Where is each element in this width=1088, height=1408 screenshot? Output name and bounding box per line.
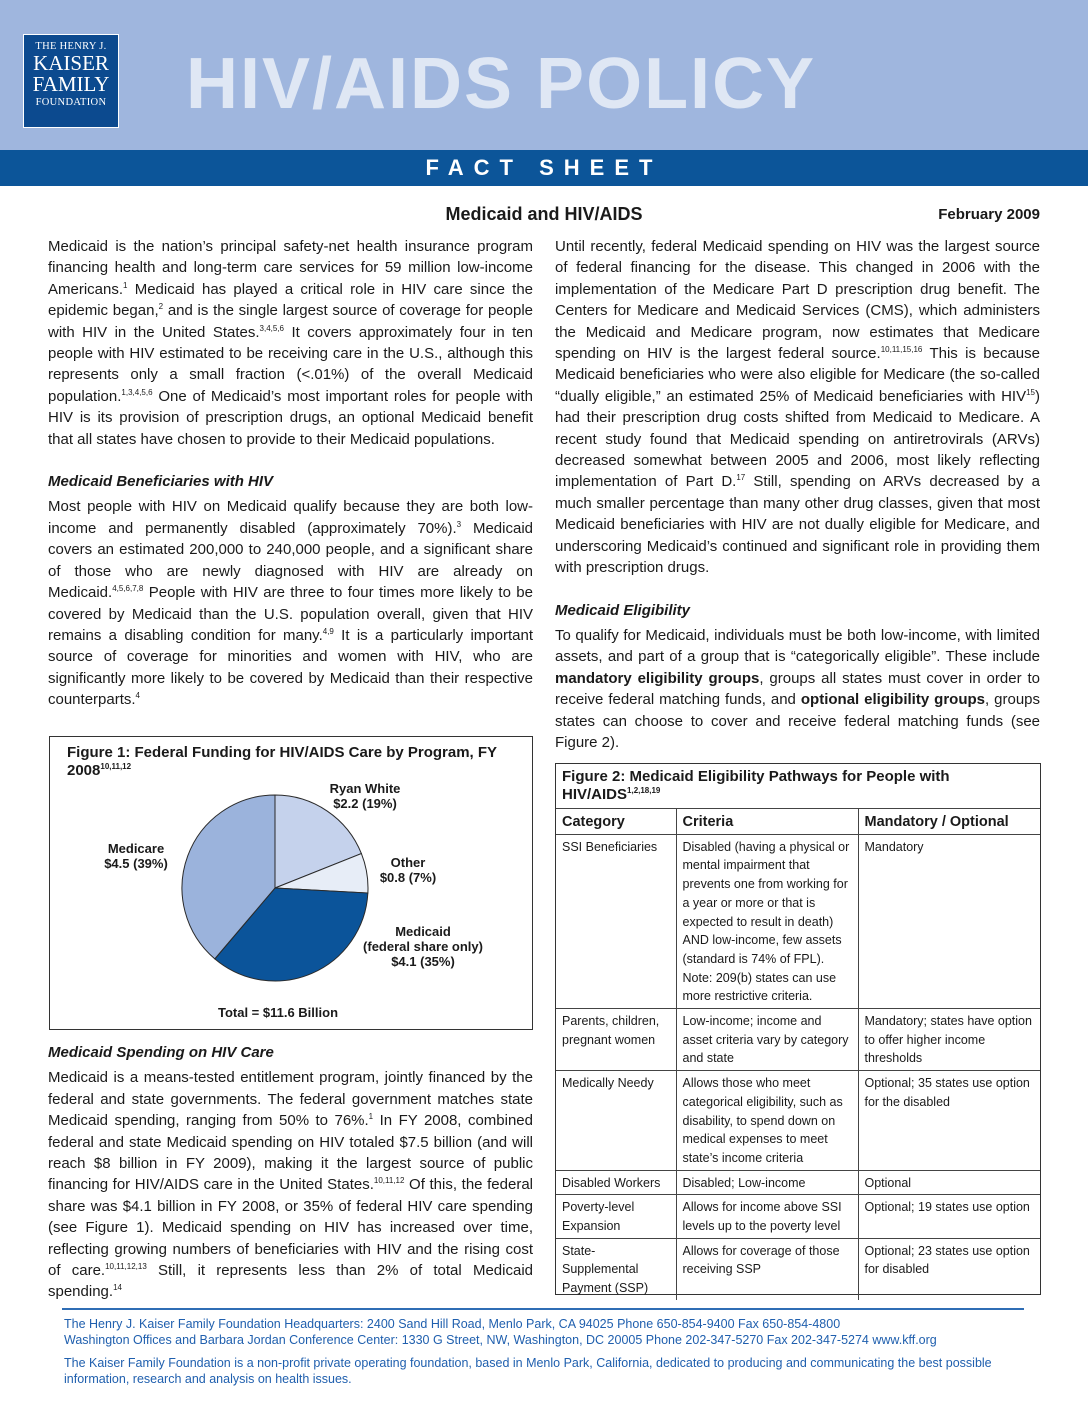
column-header: Criteria [676, 809, 858, 835]
table-cell: Allows for income above SSI levels up to the poverty level [676, 1195, 858, 1238]
left-column-top [48, 236, 533, 711]
banner-title: HIV/AIDS POLICY [186, 44, 817, 124]
fact-sheet-bar: FACT SHEET [0, 150, 1088, 186]
table-cell: Optional; 19 states use option [858, 1195, 1040, 1238]
section-heading: Medicaid Spending on HIV Care [48, 1044, 274, 1061]
kff-logo[interactable] [23, 34, 119, 128]
section-heading: Medicaid Beneficiaries with HIV [48, 473, 274, 491]
label-ryan-white: Ryan White $2.2 (19%) [329, 781, 401, 811]
table-cell: Disabled; Low-income [676, 1170, 858, 1195]
table-cell: Parents, children, pregnant women [556, 1009, 676, 1071]
intro-paragraph: Medicaid is the nation’s principal safety-net health insurance program financing health and long-term care services for 59 million low-income Americans.$^1$ Medicaid has played a critical role in HIV care since the epidemic began,$^2$ and is the single largest source of coverage for people with HIV in the United States.$^{3,4,5,6}$ It covers approximately four in ten people with HIV estimated to be receiving care in the U.S., although this represents only a small fraction (<.01%) of the overall Medicaid population.$^{1,3,4,5,6}$ One of Medicaid’s most important roles for people with HIV is its provision of prescription drugs, an optional Medicaid benefit that all states have chosen to provide to their Medicaid populations. [48, 238, 534, 448]
footer-divider [62, 1308, 1024, 1310]
footer-about: The Kaiser Family Foundation is a non-profit private operating foundation, based in Menlo Park, California, dedicated to producing and communicating the best possible information, research and analysis on health issues. [64, 1356, 992, 1386]
section-heading: Medicaid Eligibility [555, 601, 691, 619]
table-cell: Optional; 35 states use option for the disabled [858, 1071, 1040, 1171]
figure-1-title: Figure 1: Federal Funding for HIV/AIDS Care by Program, FY 2008$^{10,11,12}$ [67, 744, 497, 779]
logo-line: FOUNDATION [35, 97, 107, 108]
document-title: Medicaid and HIV/AIDS [445, 204, 643, 224]
right-column [555, 236, 1040, 753]
eligibility-table [556, 808, 1040, 1300]
pie-chart [180, 793, 370, 983]
table-row [556, 1009, 1040, 1071]
footer-washington: Washington Offices and Barbara Jordan Conference Center: 1330 G Street, NW, Washington, DC 20005 Phone 202-347-5270 Fax 202-347-5274 www.kff.org [64, 1333, 937, 1347]
logo-line: THE HENRY J. [35, 41, 107, 52]
eligibility-paragraph: To qualify for Medicaid, individuals must be both low-income, with limited assets, and part of a group that is “categorically eligible”. These include mandatory eligibility groups, groups all states must cover in order to receive federal matching funds, and optional eligibility groups, groups states can choose to cover and receive federal matching funds (see Figure 2). [555, 626, 1041, 751]
spending-paragraph: Medicaid is a means-tested entitlement program, jointly financed by the federal and state governments. The federal government matches state Medicaid spending, ranging from 50% to 76%.$^1$ In FY 2008, combined federal and state Medicaid spending on HIV totaled $7.5 billion (and will reach $8 billion in FY 2009), making it the largest source of public financing for HIV/AIDS care in the United States.$^{10,11,12}$ Of this, the federal share was $4.1 billion in FY 2008, or 35% of federal HIV care spending (see Figure 1). Medicaid spending on HIV has increased over time, reflecting growing numbers of beneficiaries with HIV and the rising cost of care.$^{10,11,12,13}$ Still, it represents less than 2% of total Medicaid spending.$^{14}$ [48, 1069, 533, 1301]
logo-line: KAISER [33, 51, 109, 75]
column-header: Mandatory / Optional [858, 809, 1040, 835]
table-cell: Disabled Workers [556, 1170, 676, 1195]
table-cell: Optional; 23 states use option for disabled [858, 1238, 1040, 1300]
table-cell: Allows for coverage of those receiving SSP [676, 1238, 858, 1300]
table-header-row [556, 809, 1040, 835]
table-cell: Optional [858, 1170, 1040, 1195]
document-date: February 2009 [938, 206, 1040, 223]
label-other: Other $0.8 (7%) [379, 855, 437, 885]
header-banner [0, 0, 1088, 150]
federal-spending-paragraph: Until recently, federal Medicaid spending on HIV was the largest source of federal financing for the disease. This changed in 2006 with the implementation of the Medicare Part D prescription drug benefit. The Centers for Medicare and Medicaid Services (CMS), which administers the Medicaid and Medicare program, now estimates that Medicare spending on HIV is the largest federal source.$^{10,11,15,16}$ This is because Medicaid beneficiaries who were also eligible for Medicare (the so-called “dually eligible,” an estimated 25% of Medicaid beneficiaries with HIV$^{15}$) had their prescription drug costs shifted from Medicaid to Medicare. A recent study found that Medicaid spending on antiretrovirals (ARVs) decreased somewhat between 2005 and 2006, most likely reflecting implementation of Part D.$^{17}$ Still, spending on ARVs decreased by a much smaller percentage than many other drug classes, given that most Medicaid beneficiaries with HIV are not dually eligible for Medicare, and underscoring Medicaid’s continued and significant role in providing them with prescription drugs. [555, 238, 1040, 577]
footer-headquarters: The Henry J. Kaiser Family Foundation Headquarters: 2400 Sand Hill Road, Menlo Park, CA 94025 Phone 650-854-9400 Fax 650-854-4800 [64, 1317, 841, 1331]
label-medicaid: Medicaid (federal share only) $4.1 (35%) [363, 924, 483, 969]
table-row [556, 1071, 1040, 1171]
table-cell: Mandatory; states have option to offer higher income thresholds [858, 1009, 1040, 1071]
table-cell: Allows those who meet categorical eligibility, such as disability, to spend down on medical expenses to meet state’s income criteria [676, 1071, 858, 1171]
table-row [556, 834, 1040, 1008]
label-medicare: Medicare $4.5 (39%) [104, 841, 168, 871]
table-row [556, 1195, 1040, 1238]
table-row [556, 1238, 1040, 1300]
table-row [556, 1170, 1040, 1195]
column-header: Category [556, 809, 676, 835]
table-cell: Mandatory [858, 834, 1040, 1008]
table-cell: SSI Beneficiaries [556, 834, 676, 1008]
table-cell: Poverty-level Expansion [556, 1195, 676, 1238]
beneficiaries-paragraph: Most people with HIV on Medicaid qualify because they are both low-income and permanently disabled (approximately 70%).$^3$ Medicaid covers an estimated 200,000 to 240,000 people, and a significant share of those who are newly diagnosed with HIV are already on Medicaid.$^{4,5,6,7,8}$ People with HIV are three to four times more likely to be covered by Medicaid than the U.S. population overall, given that HIV remains a disabling condition for many.$^{4,9}$ It is a particularly important source of coverage for minorities and women with HIV, who are significantly more likely to be covered by Medicaid than their respective counterparts.$^4$ [48, 498, 533, 709]
left-column-bottom [48, 1042, 533, 1303]
logo-line: FAMILY [32, 72, 110, 96]
table-cell: Disabled (having a physical or mental impairment that prevents one from working for a year or more or that is expected to result in death) AND low-income, few assets (standard is 74% of FPL). Note: 209(b) states can use more restrictive criteria. [676, 834, 858, 1008]
table-cell: Medically Needy [556, 1071, 676, 1171]
pie-total: Total = $11.6 Billion [217, 1005, 339, 1020]
figure-2-box [555, 763, 1041, 1295]
table-cell: State-Supplemental Payment (SSP) [556, 1238, 676, 1300]
figure-2-title: Figure 2: Medicaid Eligibility Pathways for People with HIV/AIDS$^{1,2,18,19}$ [562, 768, 950, 803]
table-cell: Low-income; income and asset criteria vary by category and state [676, 1009, 858, 1071]
